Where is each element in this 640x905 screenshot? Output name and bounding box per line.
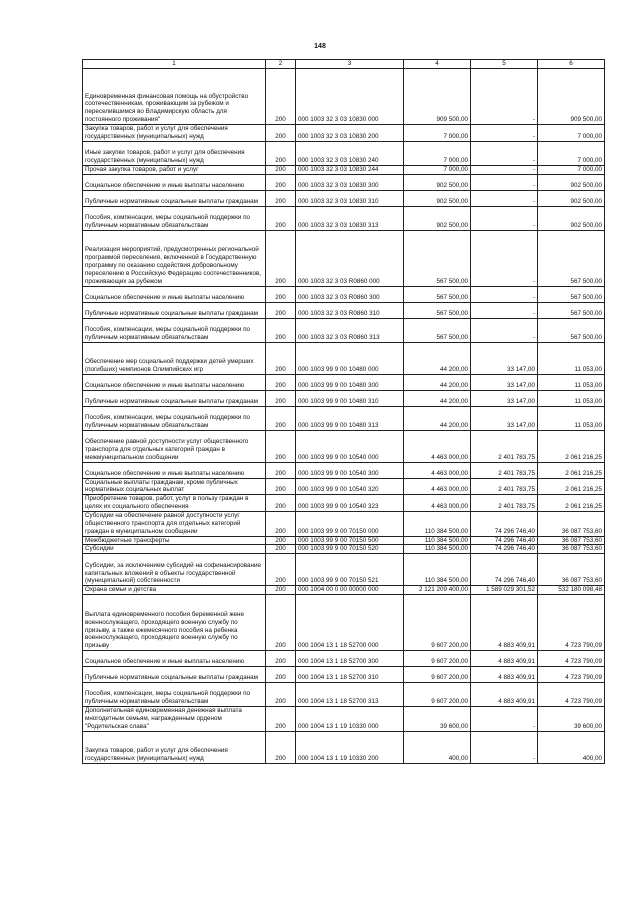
row-name: Социальное обеспечение и иные выплаты населению: [83, 174, 266, 190]
table-row: [83, 190, 605, 206]
row-classifier: 000 1003 32 3 03 10830 240: [296, 141, 404, 165]
row-executed: -: [471, 286, 538, 302]
table-row: [83, 545, 605, 554]
row-name: Обеспечение мер социальной поддержки детей умерших (погибших) чемпионов Олимпийских игр: [83, 342, 266, 374]
row-executed: 74 296 746,40: [471, 536, 538, 545]
column-header: 3: [296, 60, 404, 69]
row-remaining: 7 000,00: [538, 125, 605, 142]
row-name: Дополнительная единовременная денежная выплата многодетным семьям, награжденным орденом "Родительская слава": [83, 707, 266, 732]
row-code: 200: [266, 495, 296, 512]
row-approved: 902 500,00: [404, 190, 471, 206]
column-header: 1: [83, 60, 266, 69]
row-approved: 7 000,00: [404, 125, 471, 142]
row-executed: -: [471, 125, 538, 142]
row-executed: 1 589 029 301,52: [471, 586, 538, 595]
row-classifier: 000 1004 13 1 19 10330 200: [296, 731, 404, 763]
row-remaining: 36 087 753,60: [538, 554, 605, 586]
table-row: [83, 406, 605, 430]
row-name: Социальное обеспечение и иные выплаты населению: [83, 462, 266, 478]
row-approved: 9 607 200,00: [404, 595, 471, 651]
row-name: Выплата единовременного пособия беременной жене военнослужащего, проходящего военную службу по призыву, а также ежемесячного пособия на ребенка военнослужащего, проходящего военную службу по призыву: [83, 595, 266, 651]
row-classifier: 000 1004 13 1 18 52700 310: [296, 667, 404, 683]
table-row: [83, 667, 605, 683]
row-approved: 2 121 209 400,00: [404, 586, 471, 595]
row-code: 200: [266, 302, 296, 318]
row-approved: 7 000,00: [404, 141, 471, 165]
row-remaining: 567 500,00: [538, 230, 605, 286]
row-name: Реализация мероприятий, предусмотренных региональной программой переселения, включенной в Государственную программу по оказанию содействия добровольному переселению в Российскую Федерацию соотечественников, проживающих за рубежом: [83, 230, 266, 286]
row-executed: 2 401 783,75: [471, 430, 538, 462]
row-executed: -: [471, 230, 538, 286]
row-code: 200: [266, 206, 296, 230]
row-classifier: 000 1004 13 1 18 52700 313: [296, 683, 404, 707]
table-row: [83, 430, 605, 462]
row-remaining: 11 053,00: [538, 374, 605, 390]
row-approved: 110 384 500,00: [404, 512, 471, 537]
row-name: Закупка товаров, работ и услуг для обеспечения государственных (муниципальных) нужд: [83, 731, 266, 763]
row-classifier: 000 1003 99 9 00 10480 313: [296, 406, 404, 430]
row-remaining: 902 500,00: [538, 206, 605, 230]
row-name: Иные закупки товаров, работ и услуг для обеспечения государственных (муниципальных) нужд: [83, 141, 266, 165]
row-name: Социальное обеспечение и иные выплаты населению: [83, 374, 266, 390]
table-row: [83, 554, 605, 586]
table-row: [83, 69, 605, 125]
row-remaining: 39 600,00: [538, 707, 605, 732]
row-executed: 74 296 746,40: [471, 512, 538, 537]
row-executed: 2 401 783,75: [471, 478, 538, 495]
row-remaining: 36 087 753,60: [538, 536, 605, 545]
row-executed: -: [471, 165, 538, 174]
row-remaining: 400,00: [538, 731, 605, 763]
row-remaining: 567 500,00: [538, 286, 605, 302]
row-approved: 902 500,00: [404, 206, 471, 230]
row-name: Закупка товаров, работ и услуг для обеспечения государственных (муниципальных) нужд: [83, 125, 266, 142]
row-approved: 110 384 500,00: [404, 554, 471, 586]
table-row: [83, 286, 605, 302]
column-header: 5: [471, 60, 538, 69]
row-name: Публичные нормативные социальные выплаты гражданам: [83, 190, 266, 206]
row-remaining: 909 500,00: [538, 69, 605, 125]
row-classifier: 000 1004 13 1 18 52700 000: [296, 595, 404, 651]
row-approved: 9 607 200,00: [404, 683, 471, 707]
row-approved: 39 600,00: [404, 707, 471, 732]
row-approved: 44 200,00: [404, 342, 471, 374]
row-remaining: 902 500,00: [538, 190, 605, 206]
row-remaining: 36 087 753,60: [538, 545, 605, 554]
row-approved: 567 500,00: [404, 230, 471, 286]
row-approved: 4 463 000,00: [404, 430, 471, 462]
table-row: [83, 141, 605, 165]
table-row: [83, 390, 605, 406]
table-row: [83, 512, 605, 537]
row-classifier: 000 1003 99 9 00 10480 310: [296, 390, 404, 406]
row-name: Пособия, компенсации, меры социальной поддержки по публичным нормативным обязательствам: [83, 683, 266, 707]
row-code: 200: [266, 731, 296, 763]
row-remaining: 4 723 790,09: [538, 683, 605, 707]
row-approved: 44 200,00: [404, 406, 471, 430]
row-classifier: 000 1003 32 3 03 R0860 000: [296, 230, 404, 286]
row-executed: 4 883 409,91: [471, 595, 538, 651]
row-code: 200: [266, 554, 296, 586]
row-code: 200: [266, 174, 296, 190]
row-name: Межбюджетные трансферты: [83, 536, 266, 545]
row-name: Пособия, компенсации, меры социальной поддержки по публичным нормативным обязательствам: [83, 318, 266, 342]
row-code: 200: [266, 342, 296, 374]
row-approved: 9 607 200,00: [404, 651, 471, 667]
row-name: Субсидии, за исключением субсидий на софинансирование капитальных вложений в объекты государственной (муниципальной) собственности: [83, 554, 266, 586]
row-approved: 44 200,00: [404, 390, 471, 406]
table-row: [83, 165, 605, 174]
row-name: Публичные нормативные социальные выплаты гражданам: [83, 390, 266, 406]
row-code: 200: [266, 190, 296, 206]
row-code: 200: [266, 595, 296, 651]
table-row: [83, 595, 605, 651]
row-code: 200: [266, 536, 296, 545]
row-code: 200: [266, 651, 296, 667]
budget-table: [82, 59, 605, 764]
row-code: 200: [266, 69, 296, 125]
column-header: 4: [404, 60, 471, 69]
row-approved: 4 463 000,00: [404, 462, 471, 478]
row-approved: 110 384 500,00: [404, 545, 471, 554]
row-executed: -: [471, 206, 538, 230]
row-code: 200: [266, 667, 296, 683]
row-classifier: 000 1003 99 9 00 10540 000: [296, 430, 404, 462]
row-code: 200: [266, 374, 296, 390]
row-code: 200: [266, 125, 296, 142]
row-executed: 74 296 746,40: [471, 554, 538, 586]
row-name: Приобретение товаров, работ, услуг в пользу граждан в целях их социального обеспечения: [83, 495, 266, 512]
row-name: Публичные нормативные социальные выплаты гражданам: [83, 667, 266, 683]
row-remaining: 7 000,00: [538, 165, 605, 174]
row-remaining: 567 500,00: [538, 302, 605, 318]
row-classifier: 000 1003 99 9 00 10540 300: [296, 462, 404, 478]
row-executed: -: [471, 141, 538, 165]
row-code: 200: [266, 165, 296, 174]
row-executed: 33 147,00: [471, 406, 538, 430]
row-code: 200: [266, 141, 296, 165]
row-classifier: 000 1003 32 3 03 R0860 300: [296, 286, 404, 302]
table-row: [83, 206, 605, 230]
row-classifier: 000 1003 99 9 00 10540 320: [296, 478, 404, 495]
row-classifier: 000 1003 32 3 03 R0860 313: [296, 318, 404, 342]
row-name: Прочая закупка товаров, работ и услуг: [83, 165, 266, 174]
row-executed: 4 883 409,91: [471, 667, 538, 683]
table-row: [83, 478, 605, 495]
table-row: [83, 230, 605, 286]
row-remaining: 11 053,00: [538, 406, 605, 430]
row-code: 200: [266, 707, 296, 732]
row-executed: -: [471, 190, 538, 206]
row-classifier: 000 1003 32 3 03 10830 313: [296, 206, 404, 230]
row-name: Единовременная финансовая помощь на обустройство соотечественникам, проживающим за рубежом и переселившимся во Владимирскую область для постоянного проживания": [83, 69, 266, 125]
row-executed: -: [471, 707, 538, 732]
row-executed: -: [471, 69, 538, 125]
row-classifier: 000 1003 99 9 00 70150 500: [296, 536, 404, 545]
row-classifier: 000 1003 32 3 03 10830 200: [296, 125, 404, 142]
row-executed: 33 147,00: [471, 342, 538, 374]
row-approved: 7 000,00: [404, 165, 471, 174]
page-number: 148: [314, 43, 326, 50]
row-name: Пособия, компенсации, меры социальной поддержки по публичным нормативным обязательствам: [83, 206, 266, 230]
table-row: [83, 683, 605, 707]
row-code: 200: [266, 462, 296, 478]
table-row: [83, 586, 605, 595]
row-code: 200: [266, 478, 296, 495]
row-name: Охрана семьи и детства: [83, 586, 266, 595]
row-name: Публичные нормативные социальные выплаты гражданам: [83, 302, 266, 318]
row-classifier: 000 1003 99 9 00 10540 323: [296, 495, 404, 512]
row-classifier: 000 1003 99 9 00 70150 520: [296, 545, 404, 554]
row-remaining: 2 061 216,25: [538, 478, 605, 495]
row-remaining: 7 000,00: [538, 141, 605, 165]
row-name: Социальное обеспечение и иные выплаты населению: [83, 651, 266, 667]
row-code: 200: [266, 318, 296, 342]
row-remaining: 4 723 790,09: [538, 595, 605, 651]
row-executed: -: [471, 302, 538, 318]
row-remaining: 11 053,00: [538, 390, 605, 406]
column-header: 6: [538, 60, 605, 69]
row-classifier: 000 1003 32 3 03 10830 244: [296, 165, 404, 174]
row-approved: 902 500,00: [404, 174, 471, 190]
row-executed: -: [471, 174, 538, 190]
row-approved: 9 607 200,00: [404, 667, 471, 683]
row-code: 200: [266, 390, 296, 406]
row-approved: 400,00: [404, 731, 471, 763]
row-classifier: 000 1003 32 3 03 10830 000: [296, 69, 404, 125]
row-classifier: 000 1003 32 3 03 10830 310: [296, 190, 404, 206]
row-remaining: 2 061 216,25: [538, 462, 605, 478]
row-code: 200: [266, 512, 296, 537]
row-remaining: 4 723 790,09: [538, 651, 605, 667]
row-name: Субсидии на обеспечение равной доступности услуг общественного транспорта для отдельных категорий граждан в муниципальном сообщении: [83, 512, 266, 537]
table-row: [83, 342, 605, 374]
header-row: [83, 60, 605, 69]
row-name: Социальные выплаты гражданам, кроме публичных нормативных социальных выплат: [83, 478, 266, 495]
row-classifier: 000 1004 13 1 18 52700 300: [296, 651, 404, 667]
row-approved: 909 500,00: [404, 69, 471, 125]
table-row: [83, 462, 605, 478]
table-row: [83, 536, 605, 545]
row-approved: 44 200,00: [404, 374, 471, 390]
row-executed: 2 401 783,75: [471, 462, 538, 478]
row-remaining: 567 500,00: [538, 318, 605, 342]
row-executed: 4 883 409,91: [471, 683, 538, 707]
row-code: 200: [266, 586, 296, 595]
row-classifier: 000 1003 99 9 00 70150 000: [296, 512, 404, 537]
table-row: [83, 651, 605, 667]
table-row: [83, 707, 605, 732]
row-name: Пособия, компенсации, меры социальной поддержки по публичным нормативным обязательствам: [83, 406, 266, 430]
row-name: Субсидии: [83, 545, 266, 554]
row-approved: 4 463 000,00: [404, 478, 471, 495]
row-classifier: 000 1004 00 0 00 00000 000: [296, 586, 404, 595]
table-row: [83, 302, 605, 318]
row-code: 200: [266, 545, 296, 554]
table-row: [83, 495, 605, 512]
row-classifier: 000 1003 99 9 00 10480 300: [296, 374, 404, 390]
row-executed: 33 147,00: [471, 390, 538, 406]
row-approved: 110 384 500,00: [404, 536, 471, 545]
row-executed: 74 296 746,40: [471, 545, 538, 554]
row-code: 200: [266, 430, 296, 462]
row-remaining: 2 061 216,25: [538, 430, 605, 462]
row-name: Обеспечение равной доступности услуг общественного транспорта для отдельных категорий граждан в межмуниципальном сообщении: [83, 430, 266, 462]
row-approved: 567 500,00: [404, 318, 471, 342]
row-code: 200: [266, 406, 296, 430]
table-row: [83, 318, 605, 342]
row-executed: -: [471, 731, 538, 763]
row-remaining: 4 723 790,09: [538, 667, 605, 683]
row-code: 200: [266, 286, 296, 302]
row-remaining: 11 053,00: [538, 342, 605, 374]
row-classifier: 000 1003 99 9 00 70150 521: [296, 554, 404, 586]
row-remaining: 902 500,00: [538, 174, 605, 190]
row-executed: -: [471, 318, 538, 342]
row-classifier: 000 1003 32 3 03 10830 300: [296, 174, 404, 190]
row-remaining: 532 180 098,48: [538, 586, 605, 595]
table-row: [83, 174, 605, 190]
row-remaining: 2 061 216,25: [538, 495, 605, 512]
row-code: 200: [266, 230, 296, 286]
row-executed: 2 401 783,75: [471, 495, 538, 512]
row-classifier: 000 1003 99 9 00 10480 000: [296, 342, 404, 374]
row-classifier: 000 1003 32 3 03 R0860 310: [296, 302, 404, 318]
row-executed: 4 883 409,91: [471, 651, 538, 667]
row-remaining: 36 087 753,60: [538, 512, 605, 537]
row-approved: 567 500,00: [404, 302, 471, 318]
table-row: [83, 731, 605, 763]
column-header: 2: [266, 60, 296, 69]
row-approved: 567 500,00: [404, 286, 471, 302]
row-code: 200: [266, 683, 296, 707]
table-row: [83, 125, 605, 142]
row-executed: 33 147,00: [471, 374, 538, 390]
row-classifier: 000 1004 13 1 19 10330 000: [296, 707, 404, 732]
row-name: Социальное обеспечение и иные выплаты населению: [83, 286, 266, 302]
row-approved: 4 463 000,00: [404, 495, 471, 512]
table-row: [83, 374, 605, 390]
